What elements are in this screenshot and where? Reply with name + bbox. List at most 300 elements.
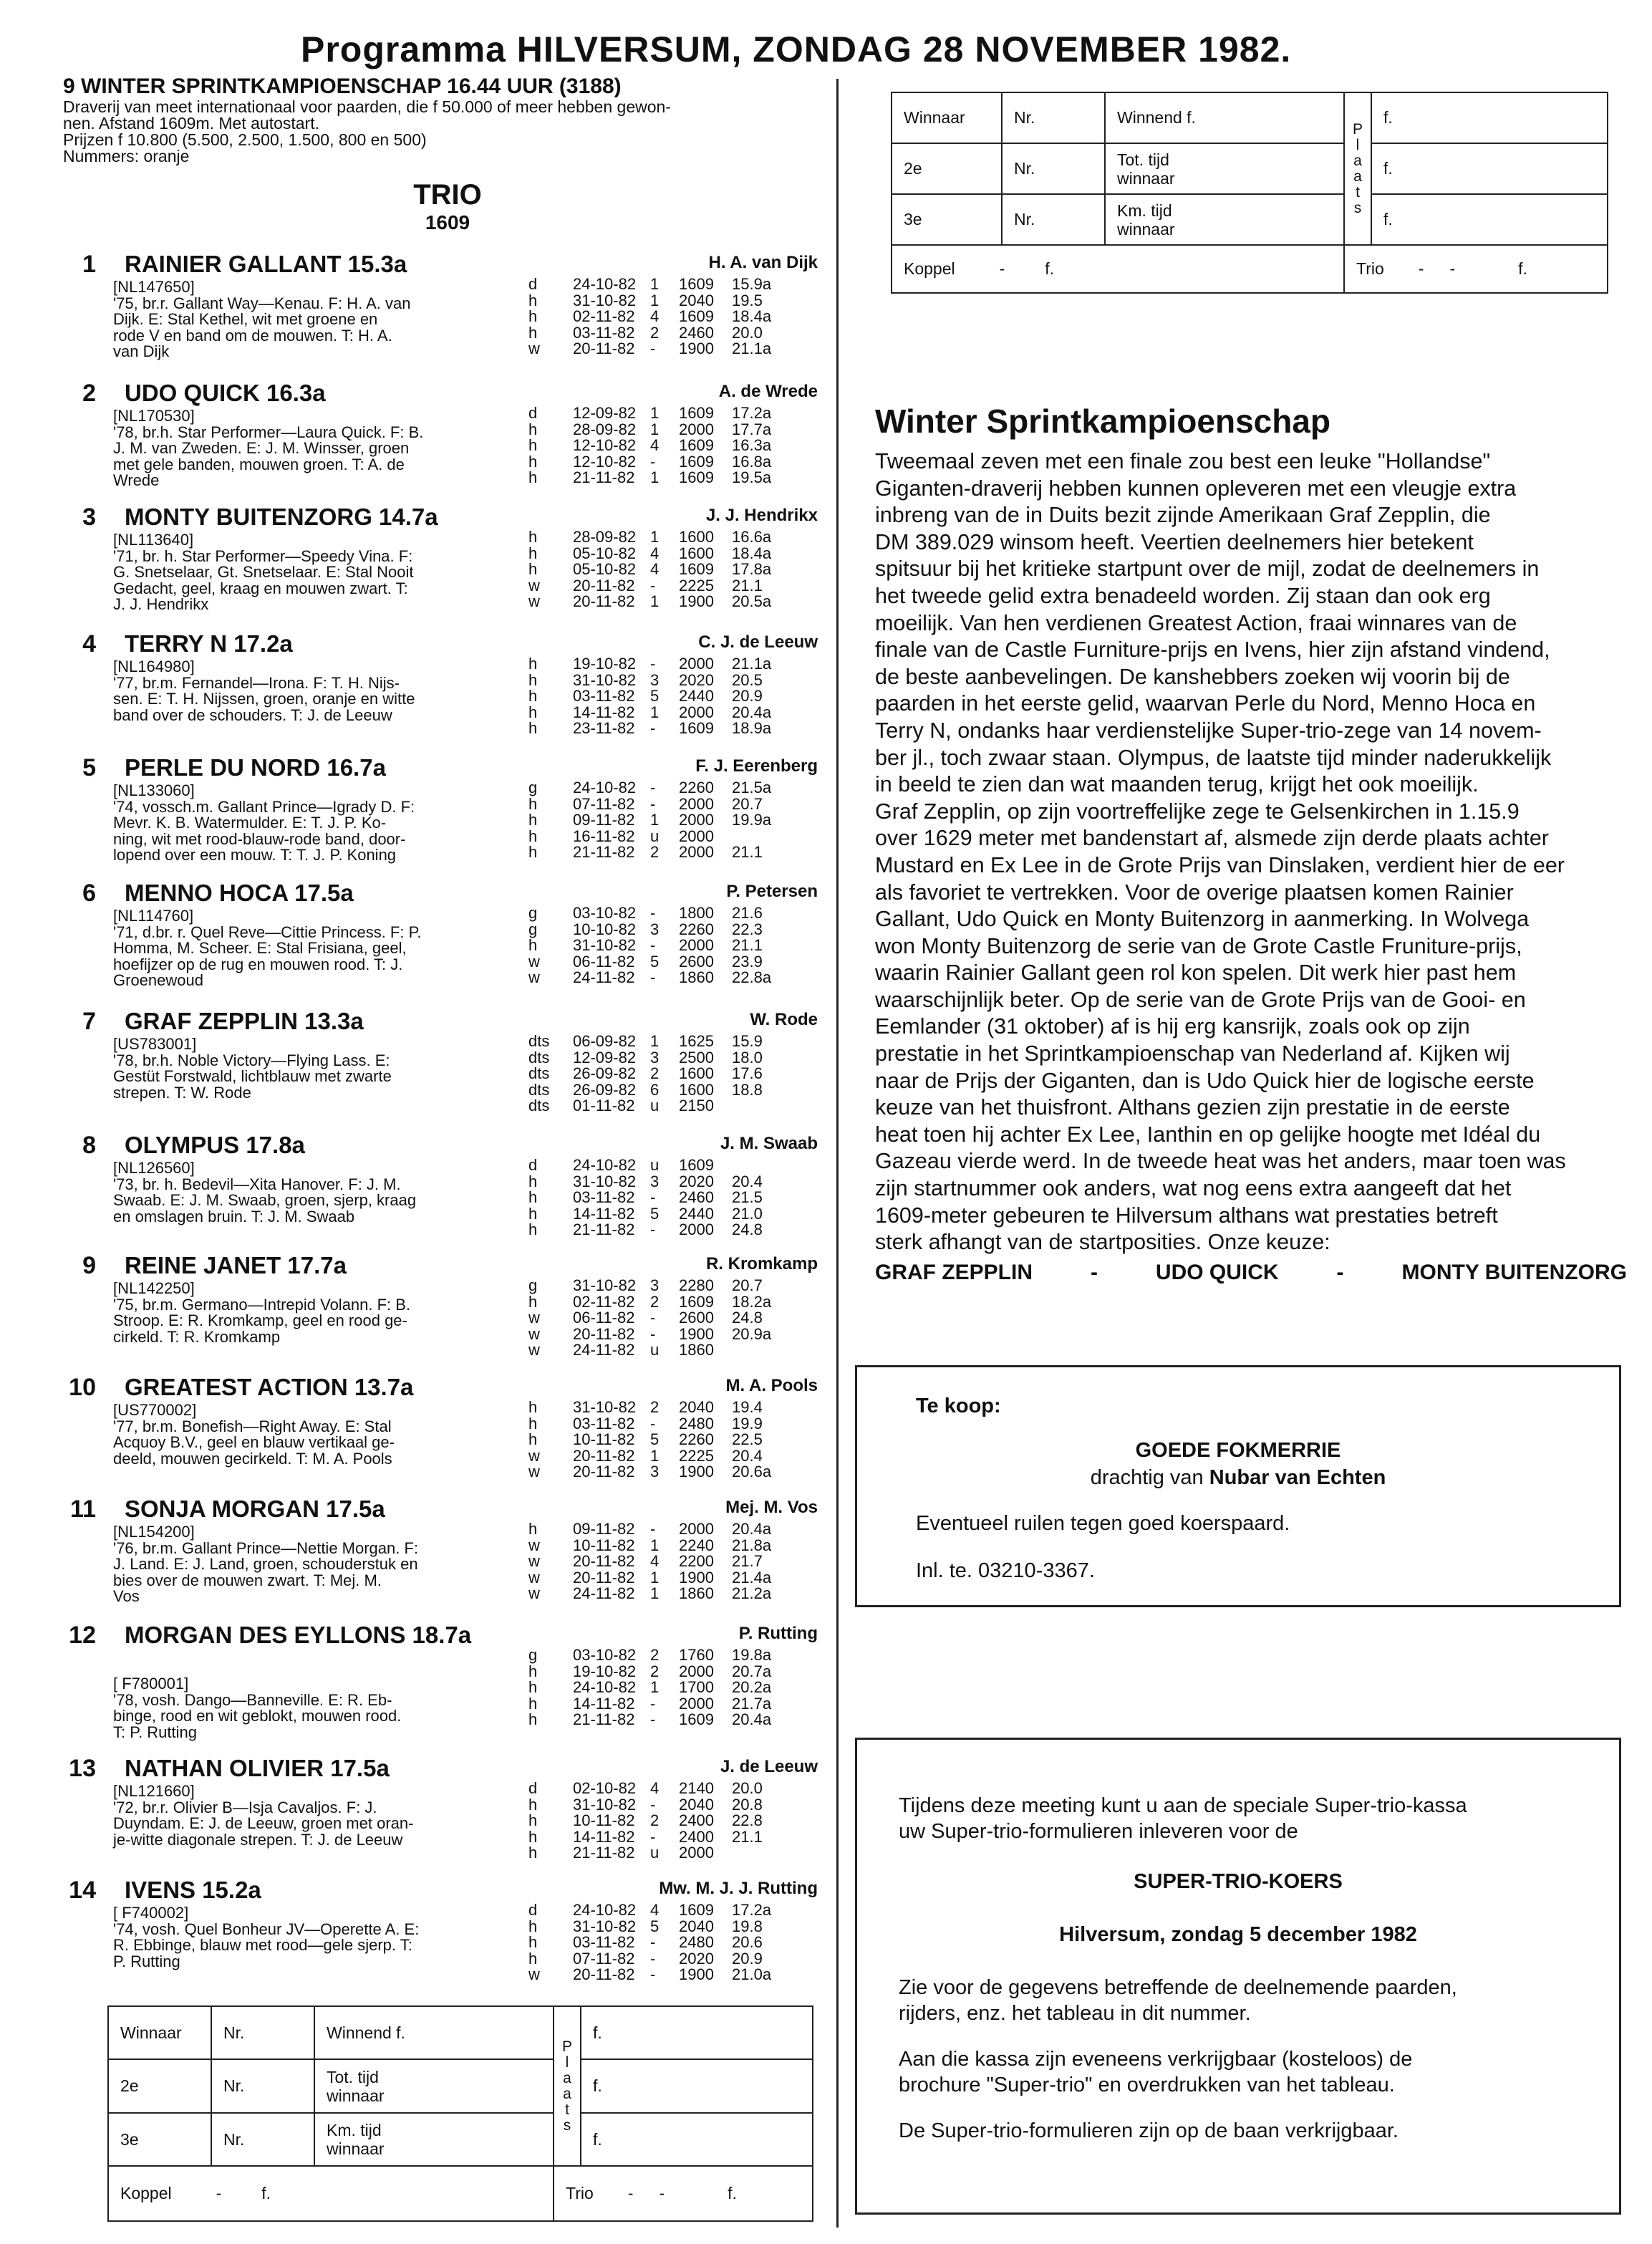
result-time: 20.8 — [732, 1795, 763, 1814]
result-row — [528, 1680, 829, 1696]
result-distance: 2400 — [679, 1811, 714, 1830]
result-time: 19.5 — [732, 291, 763, 309]
result-place: 4 — [650, 544, 660, 562]
result-time: 23.9 — [732, 952, 763, 971]
description-line: Gedacht, geel, kraag en mouwen zwart. T: — [113, 579, 408, 597]
description-line: '75, br.m. Germano—Intrepid Volann. F: B. — [113, 1295, 411, 1314]
article-picks — [875, 1261, 1627, 1285]
description-line: band over de schouders. T: J. de Leeuw — [113, 706, 392, 724]
result-track: w — [528, 340, 540, 358]
ad-subline: drachtig van Nubar van Echten — [1090, 1466, 1386, 1489]
recent-results — [528, 905, 829, 986]
result-track: h — [528, 936, 538, 955]
result-distance: 2600 — [679, 952, 714, 971]
plaats-f-field[interactable]: f. — [581, 2006, 813, 2059]
result-date: 10-11-82 — [573, 1811, 635, 1830]
result-row — [528, 562, 829, 578]
horse-description — [113, 908, 521, 989]
winnend-field[interactable]: Winnend f. — [1105, 92, 1344, 143]
result-time: 21.0 — [732, 1204, 763, 1223]
result-row — [528, 1696, 829, 1713]
result-place: 4 — [650, 307, 660, 326]
result-time: 20.9a — [732, 1324, 772, 1343]
result-place: 4 — [650, 1901, 660, 1919]
result-row — [528, 276, 829, 293]
result-time: 20.4 — [732, 1446, 763, 1465]
result-time: 18.9a — [732, 719, 772, 738]
winnend-field[interactable]: Winnend f. — [314, 2006, 554, 2059]
result-place: 1 — [650, 1568, 660, 1586]
recent-results — [528, 276, 829, 357]
result-time: 21.8a — [732, 1536, 772, 1554]
result-date: 03-11-82 — [573, 687, 635, 706]
result-time: 21.7a — [732, 1694, 772, 1713]
result-time: 17.8a — [732, 560, 772, 579]
result-date: 28-09-82 — [573, 420, 637, 438]
result-distance: 2480 — [679, 1933, 714, 1952]
derde-label: 3e — [892, 194, 1002, 245]
betting-form — [107, 2005, 813, 2222]
result-row — [528, 546, 829, 562]
result-row — [528, 1050, 829, 1066]
description-line: Swaab. E: J. M. Swaab, groen, sjerp, kraag — [113, 1191, 417, 1210]
plaats-f-field[interactable]: f. — [581, 2059, 813, 2112]
result-row — [528, 1829, 829, 1846]
result-time: 21.1 — [732, 576, 763, 594]
result-place: 1 — [650, 468, 660, 487]
race-colors: Nummers: oranje — [63, 147, 190, 165]
result-date: 12-10-82 — [573, 452, 637, 471]
result-row — [528, 1326, 829, 1343]
trainer-name: P. Rutting — [738, 1624, 818, 1643]
result-date: 20-11-82 — [573, 1463, 635, 1481]
result-date: 24-10-82 — [573, 1901, 637, 1919]
race-header — [63, 74, 836, 165]
result-distance: 2260 — [679, 920, 714, 938]
result-time: 20.9 — [732, 1949, 763, 1968]
column-divider — [836, 79, 839, 2228]
result-row — [528, 656, 829, 673]
result-date: 24-10-82 — [573, 779, 637, 796]
result-row — [528, 1342, 829, 1359]
result-row — [528, 309, 829, 325]
result-date: 14-11-82 — [573, 1204, 635, 1223]
result-distance: 1609 — [679, 452, 714, 471]
trainer-name: J. M. Swaab — [720, 1134, 818, 1153]
pick-3: MONTY BUITENZORG — [1401, 1260, 1627, 1284]
result-time: 21.5 — [732, 1188, 763, 1207]
result-date: 20-11-82 — [573, 1965, 635, 1984]
description-line: J. M. van Zweden. E: J. M. Winsser, groen — [113, 439, 410, 458]
result-date: 02-11-82 — [573, 307, 635, 326]
ad-heading: Te koop: — [916, 1395, 1001, 1417]
result-distance: 1760 — [679, 1646, 714, 1664]
plaats-f-field[interactable]: f. — [1371, 143, 1608, 194]
result-row — [528, 341, 829, 357]
description-line: en omslagen bruin. T: J. M. Swaab — [113, 1207, 355, 1225]
description-line: '75, br.r. Gallant Way—Kenau. F: H. A. van — [113, 294, 411, 312]
entry-number: 11 — [70, 1496, 96, 1523]
result-time: 22.3 — [732, 920, 763, 938]
result-distance: 2000 — [679, 811, 714, 829]
result-distance: 2240 — [679, 1536, 714, 1554]
article-line: Graf Zepplin, op zijn voortreffelijke zege te Gelsenkirchen in 1.15.9 — [875, 799, 1520, 824]
result-row — [528, 470, 829, 486]
classified-ad — [855, 1365, 1621, 1607]
article-line: Tweemaal zeven met een finale zou best een leuke "Hollandse" — [875, 449, 1491, 473]
description-line: J. J. Hendrikx — [113, 595, 209, 614]
result-track: dts — [528, 1097, 550, 1115]
result-date: 06-09-82 — [573, 1032, 637, 1050]
koppel-field[interactable]: Koppel - f. — [892, 245, 1344, 293]
horse-name: UDO QUICK 16.3a — [125, 380, 326, 406]
result-track: h — [528, 291, 538, 309]
nr-field[interactable]: Nr. — [211, 2006, 314, 2059]
result-place: - — [650, 1949, 656, 1968]
result-date: 31-10-82 — [573, 936, 637, 955]
result-date: 06-11-82 — [573, 952, 635, 971]
result-distance: 1900 — [679, 592, 714, 611]
result-time: 18.0 — [732, 1048, 763, 1066]
koppel-field[interactable]: Koppel - f. — [108, 2166, 554, 2221]
result-track: w — [528, 968, 540, 987]
entry-number: 7 — [82, 1008, 96, 1035]
result-time: 20.4a — [732, 1710, 772, 1729]
result-time: 19.5a — [732, 468, 772, 487]
result-distance: 1609 — [679, 404, 714, 422]
result-time: 21.1 — [732, 1827, 763, 1846]
trio-field[interactable]: Trio - - f. — [554, 2166, 813, 2221]
result-track: h — [528, 544, 538, 562]
result-distance: 1609 — [679, 1156, 714, 1174]
result-time: 16.8a — [732, 452, 772, 471]
result-track: w — [528, 1463, 540, 1481]
race-conditions-line: nen. Afstand 1609m. Met autostart. — [63, 114, 319, 133]
result-time: 21.4a — [732, 1568, 772, 1586]
result-date: 20-11-82 — [573, 1568, 635, 1586]
result-place: u — [650, 827, 660, 845]
result-row — [528, 905, 829, 922]
result-place: - — [650, 968, 656, 987]
article-body — [875, 448, 1634, 1256]
result-date: 26-09-82 — [573, 1080, 637, 1099]
result-row — [528, 293, 829, 309]
result-time: 17.2a — [732, 404, 772, 422]
result-time: 16.6a — [732, 528, 772, 546]
result-date: 20-11-82 — [573, 1552, 635, 1571]
result-distance: 2280 — [679, 1276, 714, 1294]
page-title: Programma HILVERSUM, ZONDAG 28 NOVEMBER 1982. — [301, 29, 1292, 69]
description-line: [NL133060] — [113, 781, 195, 799]
result-place: - — [650, 1827, 656, 1846]
horse-description — [113, 659, 521, 723]
description-line: cirkeld. T: R. Kromkamp — [113, 1327, 281, 1346]
result-distance: 2460 — [679, 1188, 714, 1207]
result-row — [528, 1813, 829, 1829]
result-distance: 1900 — [679, 1568, 714, 1586]
result-date: 20-11-82 — [573, 1446, 635, 1465]
result-distance: 2000 — [679, 1844, 714, 1862]
horse-name: MONTY BUITENZORG 14.7a — [125, 504, 438, 530]
result-place: - — [650, 1414, 656, 1432]
derde-label: 3e — [108, 2113, 211, 2166]
result-place: 3 — [650, 1172, 660, 1190]
article-line: Gazeau vierde werd. In de tweede heat was het anders, maar toen was — [875, 1149, 1566, 1174]
horse-name: GREATEST ACTION 13.7a — [125, 1374, 414, 1400]
description-line: '74, vosh. Quel Bonheur JV—Operette A. E: — [113, 1920, 420, 1938]
result-date: 14-11-82 — [573, 1827, 635, 1846]
result-row — [528, 1845, 829, 1862]
plaats-label: P l a a t s — [1344, 92, 1371, 245]
tot-tijd-field[interactable]: Tot. tijd winnaar — [314, 2059, 554, 2112]
horse-name: GRAF ZEPPLIN 13.3a — [125, 1008, 364, 1034]
result-date: 31-10-82 — [573, 1172, 637, 1190]
result-time: 20.6a — [732, 1463, 772, 1481]
description-line: sen. E: T. H. Nijssen, groen, oranje en witte — [113, 690, 415, 708]
result-date: 02-11-82 — [573, 1292, 635, 1311]
result-place: 1 — [650, 1446, 660, 1465]
result-row — [528, 670, 829, 689]
entry-number: 14 — [69, 1877, 96, 1904]
result-place: 1 — [650, 1536, 660, 1554]
result-time: 17.7a — [732, 420, 772, 438]
result-track: h — [528, 1844, 538, 1862]
recent-results — [528, 656, 829, 737]
result-date: 03-11-82 — [573, 323, 635, 342]
description-line: G. Snetselaar, Gt. Snetselaar. E: Stal Nooit — [113, 563, 414, 582]
result-track: w — [528, 576, 540, 594]
result-place: - — [650, 1710, 656, 1729]
result-distance: 1609 — [679, 307, 714, 326]
result-place: - — [650, 655, 656, 673]
nr-field[interactable]: Nr. — [211, 2059, 314, 2112]
nr-field[interactable]: Nr. — [1002, 143, 1105, 194]
result-time: 20.6 — [732, 1933, 763, 1952]
description-line: [NL154200] — [113, 1523, 195, 1541]
result-track: h — [528, 468, 538, 487]
result-track: h — [528, 1188, 538, 1207]
result-date: 03-10-82 — [573, 904, 637, 922]
horse-name: MORGAN DES EYLLONS 18.7a — [125, 1622, 472, 1648]
betting-form — [891, 92, 1608, 294]
result-track: h — [528, 687, 538, 706]
result-date: 09-11-82 — [573, 1520, 635, 1538]
article-line: als favoriet te vertrekken. Voor de overige plaatsen komen Rainier — [875, 880, 1514, 905]
notice-heading: SUPER-TRIO-KOERS — [1134, 1870, 1343, 1893]
article-line: won Monty Buitenzorg de serie van de Grote Castle Fruniture-prijs, — [875, 933, 1522, 958]
result-track: h — [528, 827, 538, 845]
result-distance: 2040 — [679, 1917, 714, 1935]
result-track: h — [528, 1678, 538, 1697]
result-date: 21-11-82 — [573, 1844, 635, 1862]
result-row — [528, 1416, 829, 1432]
trio-field[interactable]: Trio - - f. — [1344, 245, 1608, 293]
result-row — [528, 594, 829, 610]
result-date: 24-11-82 — [573, 1341, 635, 1359]
result-track: w — [528, 1552, 540, 1571]
result-row — [528, 1902, 829, 1919]
plaats-f-field[interactable]: f. — [581, 2113, 813, 2166]
result-time: 21.7 — [732, 1552, 763, 1571]
plaats-f-field[interactable]: f. — [1371, 194, 1608, 245]
result-row — [528, 705, 829, 721]
super-trio-notice — [855, 1738, 1621, 2215]
description-line: '73, br. h. Bedevil—Xita Hanover. F: J. M. — [113, 1175, 401, 1193]
recent-results — [528, 1902, 829, 1983]
result-track: w — [528, 1965, 540, 1984]
result-date: 09-11-82 — [573, 811, 635, 829]
article-line: Mustard en Ex Lee in de Grote Prijs van Dinslaken, verdient hier de eer — [875, 852, 1565, 877]
result-track: g — [528, 920, 538, 938]
trainer-name: P. Petersen — [726, 882, 818, 901]
result-track: d — [528, 1779, 538, 1797]
horse-name: NATHAN OLIVIER 17.5a — [125, 1755, 390, 1781]
result-distance: 1600 — [679, 544, 714, 562]
description-line: rode V en band om de mouwen. T: H. A. — [113, 326, 392, 345]
description-line: P. Rutting — [113, 1952, 180, 1970]
notice-date: Hilversum, zondag 5 december 1982 — [1059, 1923, 1417, 1946]
result-track: g — [528, 1646, 538, 1664]
km-tijd-field[interactable]: Km. tijd winnaar — [314, 2113, 554, 2166]
plaats-f-field[interactable]: f. — [1371, 92, 1608, 143]
result-time: 17.2a — [732, 1901, 772, 1919]
result-date: 19-10-82 — [573, 655, 637, 673]
result-track: g — [528, 904, 538, 922]
article-line: moeilijk. Van hen verdienen Greatest Action, fraai winnares van de — [875, 610, 1517, 635]
pick-2: UDO QUICK — [1155, 1260, 1279, 1284]
result-track: d — [528, 1156, 538, 1174]
result-place: 1 — [650, 811, 660, 829]
result-date: 05-10-82 — [573, 544, 637, 562]
description-line: [NL114760] — [113, 907, 194, 925]
result-row — [528, 1278, 829, 1294]
result-row — [528, 405, 829, 422]
result-date: 31-10-82 — [573, 291, 637, 309]
result-place: 1 — [650, 592, 660, 611]
result-row — [528, 325, 829, 342]
article-line: in beeld te zien dan wat maanden terug, krijgt het ook moeilijk. — [875, 772, 1479, 797]
nr-field[interactable]: Nr. — [1002, 194, 1105, 245]
recent-results — [528, 529, 829, 610]
result-track: w — [528, 952, 540, 971]
result-row — [528, 1586, 829, 1602]
ad-contact: Inl. te. 03210-3367. — [916, 1559, 1095, 1582]
result-row — [528, 1082, 829, 1099]
result-time: 20.0 — [732, 323, 763, 342]
result-distance: 2440 — [679, 1204, 714, 1223]
result-date: 01-11-82 — [573, 1097, 635, 1115]
result-distance: 1625 — [679, 1032, 714, 1050]
result-track: h — [528, 1220, 538, 1239]
result-date: 03-10-82 — [573, 1646, 637, 1664]
nr-field[interactable]: Nr. — [211, 2113, 314, 2166]
result-row — [528, 422, 829, 438]
description-line: deeld, mouwen gecirkeld. T: M. A. Pools — [113, 1449, 392, 1468]
result-distance: 2480 — [679, 1414, 714, 1432]
description-line: [NL164980] — [113, 658, 195, 675]
km-tijd-field[interactable]: Km. tijd winnaar — [1105, 194, 1344, 245]
article-line: Terry N, ondanks haar verdienstelijke Super-trio-zege van 14 novem- — [875, 718, 1542, 743]
description-line: '76, br.m. Gallant Prince—Nettie Morgan. F: — [113, 1538, 419, 1557]
result-row — [528, 1098, 829, 1114]
result-place: u — [650, 1156, 660, 1174]
result-place: 4 — [650, 560, 660, 579]
result-row — [528, 812, 829, 829]
description-line: hoefijzer op de rug en mouwen rood. T: J. — [113, 955, 403, 973]
result-track: g — [528, 779, 538, 796]
description-line: [ F740002] — [113, 1904, 189, 1922]
article-title: Winter Sprintkampioenschap — [875, 403, 1331, 440]
horse-description — [113, 1783, 521, 1848]
result-track: h — [528, 1710, 538, 1729]
result-distance: 1900 — [679, 340, 714, 358]
result-distance: 2000 — [679, 827, 714, 845]
result-row — [528, 1967, 829, 1983]
result-row — [528, 1951, 829, 1968]
result-date: 24-10-82 — [573, 1678, 637, 1697]
result-date: 14-11-82 — [573, 1694, 635, 1713]
result-place: 3 — [650, 1463, 660, 1481]
race-conditions-line: Draverij van meet internationaal voor paarden, die f 50.000 of meer hebben gewon- — [63, 97, 671, 116]
description-line: [NL147650] — [113, 278, 195, 296]
result-distance: 1900 — [679, 1324, 714, 1343]
result-distance: 2140 — [679, 1779, 714, 1797]
result-row — [528, 844, 829, 861]
result-distance: 2000 — [679, 936, 714, 955]
result-row — [528, 780, 829, 796]
result-distance: 2460 — [679, 323, 714, 342]
tot-tijd-field[interactable]: Tot. tijd winnaar — [1105, 143, 1344, 194]
result-date: 31-10-82 — [573, 1398, 637, 1416]
result-time: 21.1a — [732, 340, 772, 358]
result-date: 21-11-82 — [573, 468, 635, 487]
bet-type-header — [358, 179, 537, 235]
result-track: h — [528, 1694, 538, 1713]
horse-name: RAINIER GALLANT 15.3a — [125, 251, 407, 277]
result-date: 16-11-82 — [573, 827, 635, 845]
trainer-name: R. Kromkamp — [705, 1254, 818, 1273]
result-track: h — [528, 1811, 538, 1830]
horse-description — [113, 1524, 521, 1605]
result-place: 1 — [650, 420, 660, 438]
result-time: 20.4 — [732, 1172, 763, 1190]
result-date: 20-11-82 — [573, 1324, 635, 1343]
description-line: [NL126560] — [113, 1159, 195, 1177]
horse-description — [113, 408, 521, 489]
result-row — [528, 1034, 829, 1050]
result-track: dts — [528, 1064, 550, 1083]
result-distance: 2225 — [679, 576, 714, 594]
result-distance: 1609 — [679, 1292, 714, 1311]
recent-results — [528, 780, 829, 861]
result-track: h — [528, 1795, 538, 1814]
result-track: dts — [528, 1048, 550, 1066]
result-distance: 2150 — [679, 1097, 714, 1115]
recent-results — [528, 1400, 829, 1480]
result-time: 19.8a — [732, 1646, 772, 1664]
result-distance: 2260 — [679, 1430, 714, 1449]
result-distance: 2000 — [679, 1220, 714, 1239]
result-row — [528, 1174, 829, 1190]
trainer-name: C. J. de Leeuw — [698, 632, 818, 652]
result-time: 20.0 — [732, 1779, 763, 1797]
result-place: 5 — [650, 687, 660, 706]
horse-name: OLYMPUS 17.8a — [125, 1132, 305, 1158]
result-place: - — [650, 1965, 656, 1984]
result-time: 15.9a — [732, 275, 772, 293]
nr-field[interactable]: Nr. — [1002, 92, 1105, 143]
trainer-name: J. de Leeuw — [720, 1757, 818, 1776]
